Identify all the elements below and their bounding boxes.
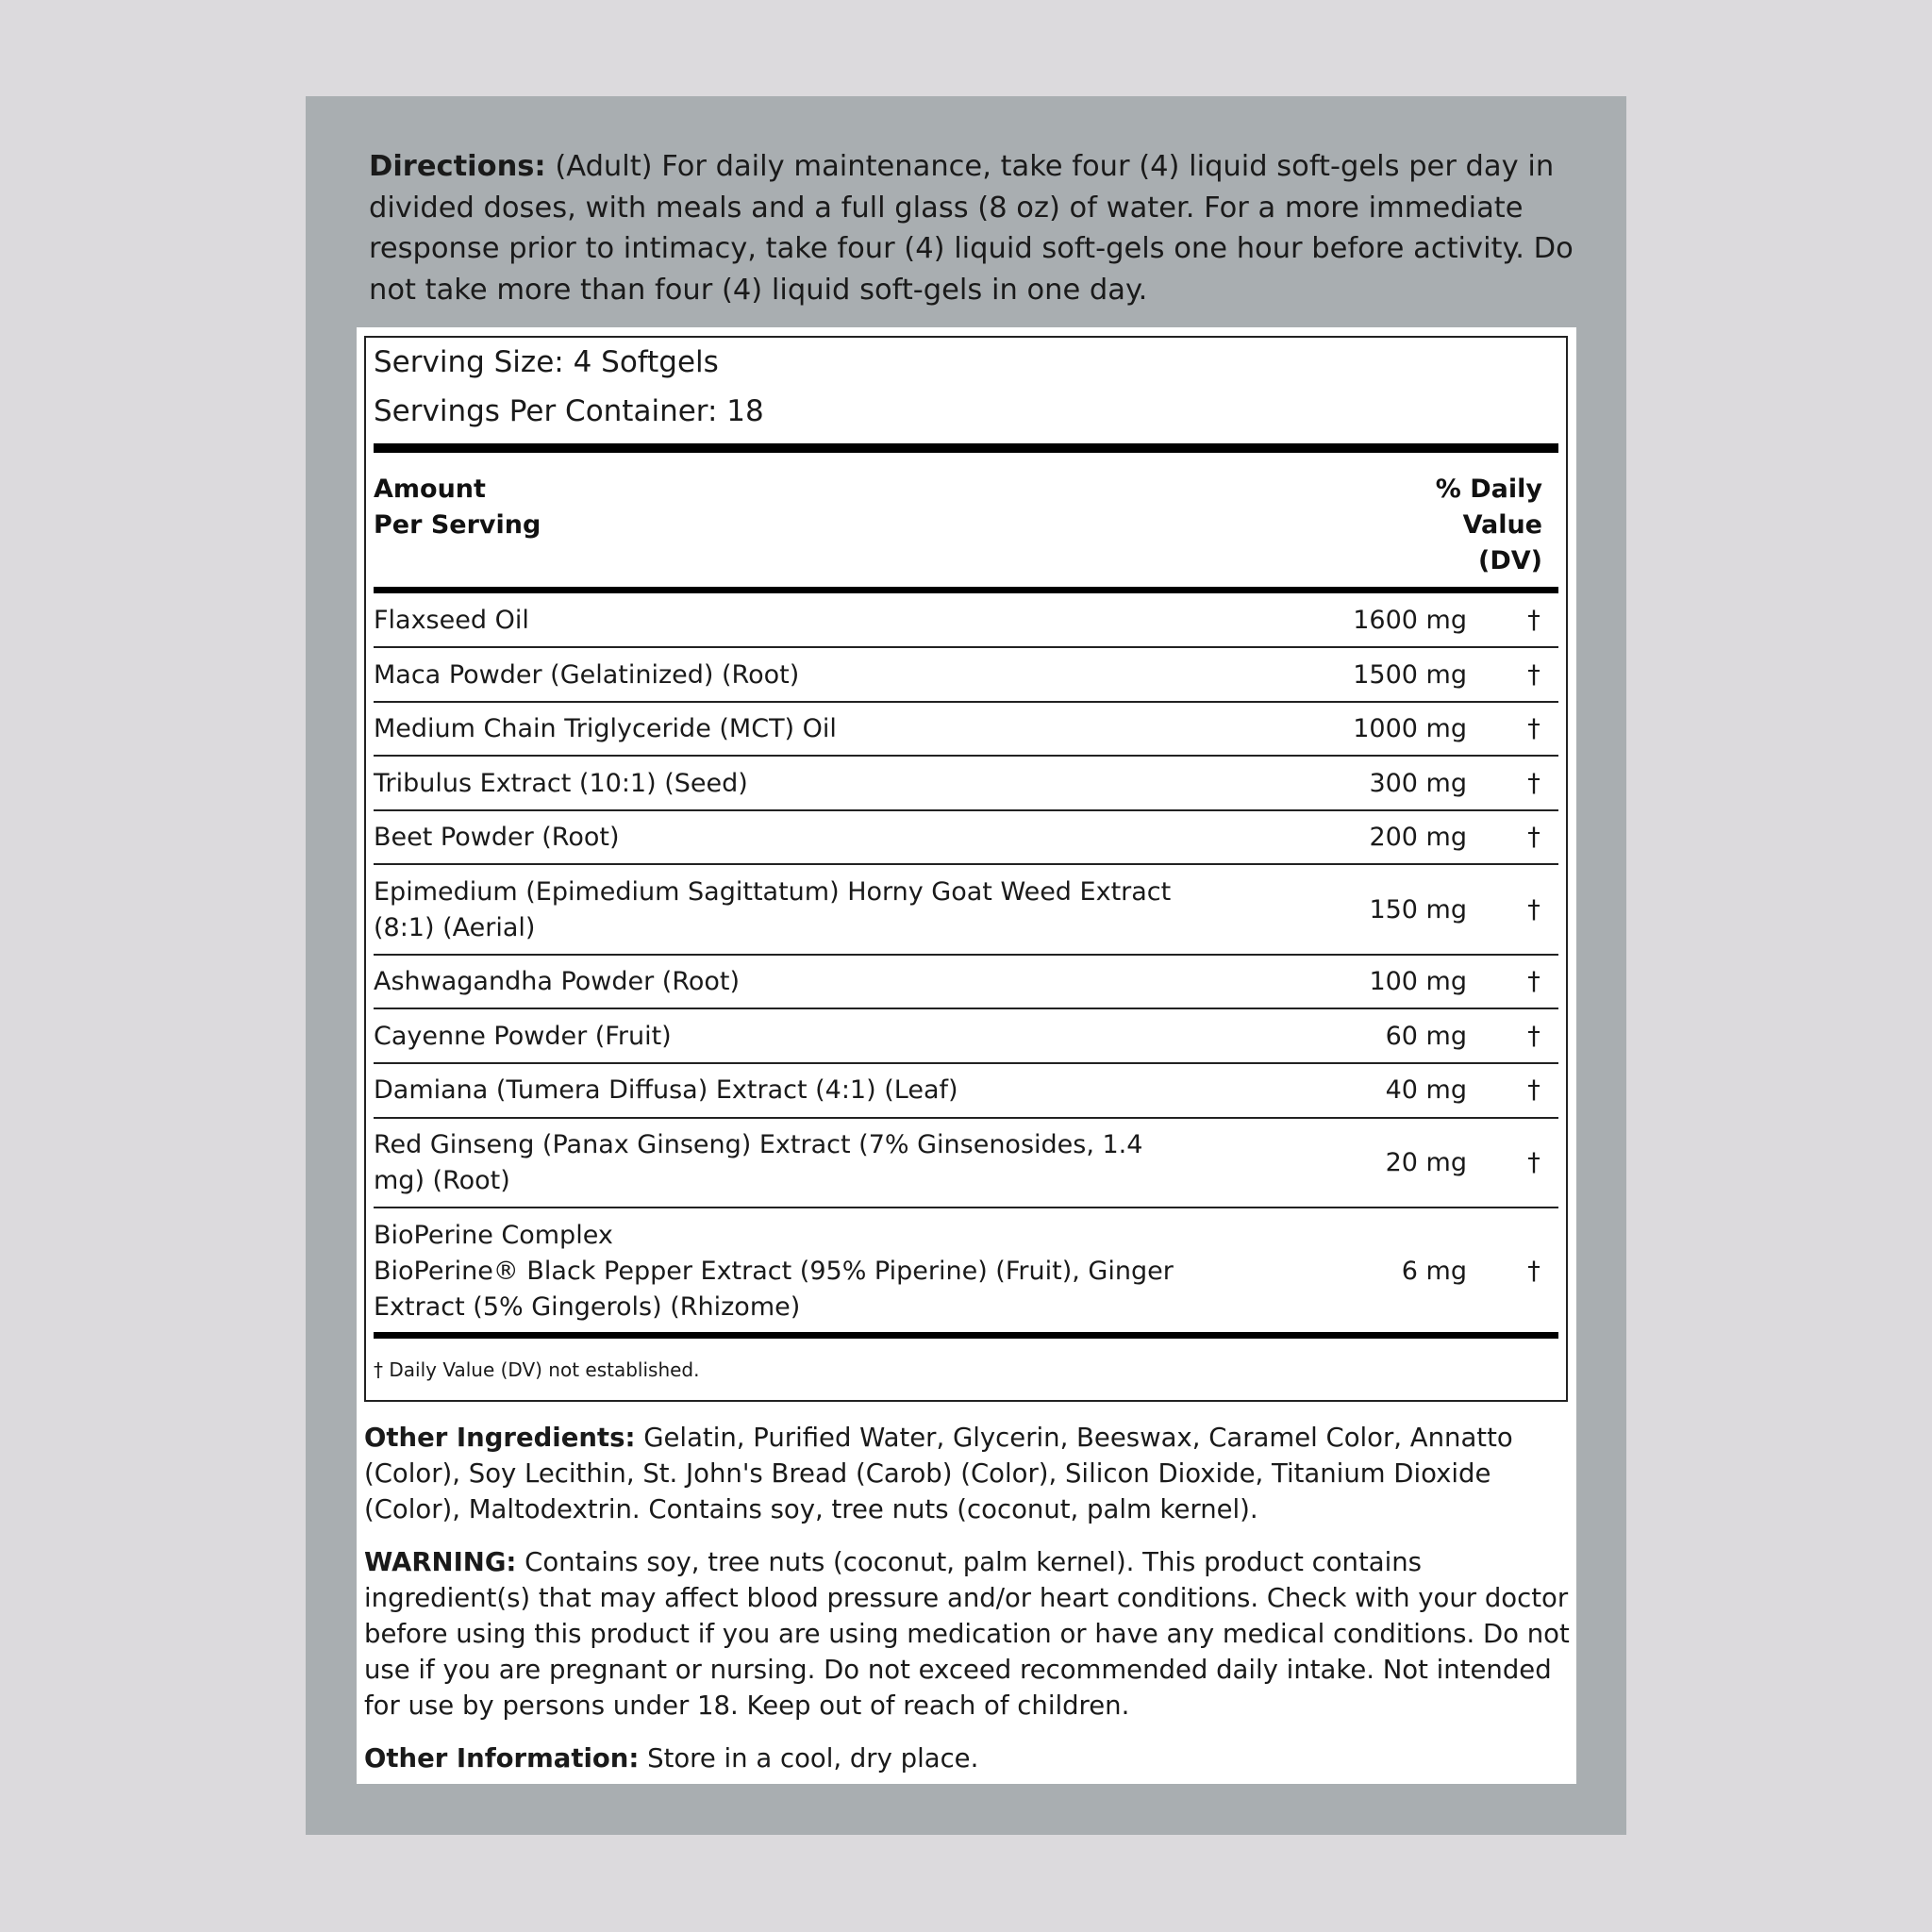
ingredient-name: Red Ginseng (Panax Ginseng) Extract (7% Ginsenosides, 1.4 mg) (Root) <box>374 1130 1143 1195</box>
header-amount <box>374 472 541 543</box>
row-divider <box>374 809 1558 811</box>
header-amount-line1: Amount <box>374 475 486 504</box>
ingredient-complex-detail: BioPerine® Black Pepper Extract (95% Piperine) (Fruit), Ginger Extract (5% Gingerols) (Rhizome) <box>374 1257 1174 1322</box>
row-divider <box>374 701 1558 703</box>
row-divider <box>374 954 1558 956</box>
thick-divider-bottom <box>374 1332 1558 1339</box>
other-information <box>364 1740 1581 1776</box>
ingredient-name: Maca Powder (Gelatinized) (Root) <box>374 660 800 690</box>
ingredient-amount: 150 mg <box>1369 895 1467 924</box>
directions-label: Directions: <box>369 150 546 183</box>
dv-footnote: † Daily Value (DV) not established. <box>374 1358 700 1381</box>
header-dv-line1: % Daily <box>1435 475 1542 504</box>
ingredient-dv: † <box>1527 1257 1541 1286</box>
directions-text <box>369 146 1586 310</box>
header-daily-value <box>1436 472 1542 579</box>
ingredient-dv: † <box>1527 769 1541 798</box>
warning-label: WARNING: <box>364 1547 517 1577</box>
ingredient-name <box>374 1218 1175 1325</box>
warning <box>364 1544 1581 1724</box>
ingredient-name: Medium Chain Triglyceride (MCT) Oil <box>374 714 837 743</box>
ingredient-dv: † <box>1527 967 1541 996</box>
ingredient-dv: † <box>1527 823 1541 852</box>
other-ingredients-text: Gelatin, Purified Water, Glycerin, Beeswax, Caramel Color, Annatto (Color), Soy Lecithin, St. John's Bread (Carob) (Color), Silicon Dioxide, Titanium Dioxide (Color), Maltodextrin. Contains soy, tree nuts (coconut, palm kernel). <box>364 1423 1513 1524</box>
ingredient-dv: † <box>1527 1075 1541 1105</box>
servings-per-container: Servings Per Container: 18 <box>374 394 764 428</box>
row-divider <box>374 755 1558 757</box>
ingredient-name: Damiana (Tumera Diffusa) Extract (4:1) (Leaf) <box>374 1075 958 1105</box>
row-divider <box>374 1008 1558 1009</box>
ingredient-dv: † <box>1527 895 1541 924</box>
other-information-label: Other Information: <box>364 1743 640 1774</box>
ingredient-dv: † <box>1527 1148 1541 1177</box>
row-divider <box>374 1062 1558 1064</box>
ingredient-name: Beet Powder (Root) <box>374 823 620 852</box>
ingredient-amount: 100 mg <box>1369 967 1467 996</box>
warning-text: Contains soy, tree nuts (coconut, palm kernel). This product contains ingredient(s) that may affect blood pressure and/or heart conditions. Check with your doctor before using this product if you are using medication or have any medical conditions. Do not use if you are pregnant or nursing. Do not exceed recommended daily intake. Not intended for use by persons under 18. Keep out of reach of children. <box>364 1547 1570 1721</box>
ingredient-amount: 1600 mg <box>1353 606 1467 635</box>
serving-size: Serving Size: 4 Softgels <box>374 345 719 379</box>
header-dv-line3: (DV) <box>1478 546 1542 575</box>
ingredient-amount: 1500 mg <box>1353 660 1467 690</box>
row-divider <box>374 646 1558 648</box>
thick-divider-header <box>374 587 1558 593</box>
other-ingredients <box>364 1420 1581 1527</box>
ingredient-name: Ashwagandha Powder (Root) <box>374 967 741 996</box>
ingredient-amount: 200 mg <box>1369 823 1467 852</box>
ingredient-dv: † <box>1527 714 1541 743</box>
ingredient-amount: 1000 mg <box>1353 714 1467 743</box>
ingredient-amount: 60 mg <box>1385 1022 1467 1051</box>
ingredient-amount: 40 mg <box>1385 1075 1467 1105</box>
ingredient-complex-title: BioPerine Complex <box>374 1221 613 1250</box>
ingredient-dv: † <box>1527 606 1541 635</box>
directions-body: (Adult) For daily maintenance, take four (4) liquid soft-gels per day in divided doses, with meals and a full glass (8 oz) of water. For a more immediate response prior to intimacy, take four (4) liquid soft-gels one hour before activity. Do not take more than four (4) liquid soft-gels in one day. <box>369 150 1574 307</box>
ingredient-dv: † <box>1527 1022 1541 1051</box>
row-divider <box>374 1117 1558 1119</box>
other-information-text: Store in a cool, dry place. <box>639 1743 979 1774</box>
ingredient-amount: 20 mg <box>1385 1148 1467 1177</box>
row-divider <box>374 1207 1558 1208</box>
ingredient-amount: 300 mg <box>1369 769 1467 798</box>
ingredient-dv: † <box>1527 660 1541 690</box>
ingredient-amount: 6 mg <box>1401 1257 1467 1286</box>
header-dv-line2: Value <box>1462 510 1542 540</box>
header-amount-line2: Per Serving <box>374 510 541 540</box>
row-divider <box>374 863 1558 865</box>
ingredient-name: Cayenne Powder (Fruit) <box>374 1022 672 1051</box>
ingredient-name: Tribulus Extract (10:1) (Seed) <box>374 769 748 798</box>
ingredient-name: Flaxseed Oil <box>374 606 529 635</box>
other-ingredients-label: Other Ingredients: <box>364 1423 636 1453</box>
thick-divider-top <box>374 443 1558 453</box>
ingredient-name: Epimedium (Epimedium Sagittatum) Horny Goat Weed Extract (8:1) (Aerial) <box>374 877 1172 942</box>
